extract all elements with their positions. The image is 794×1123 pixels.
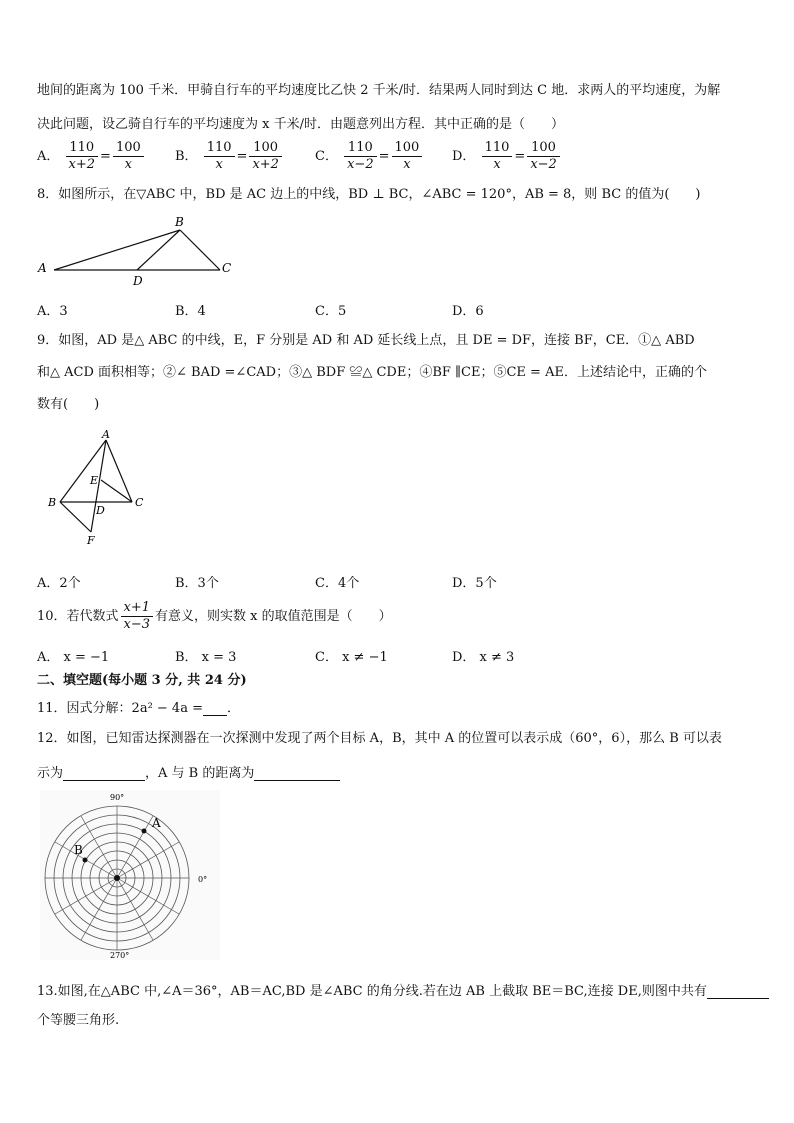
q9-label-f: F (87, 534, 95, 547)
radar-figure (40, 790, 220, 960)
q8-triangle-figure (30, 212, 250, 290)
q13-line1: 13.如图,在△ABC 中,∠A＝36°，AB＝AC,BD 是∠ABC 的角分线.若在边 AB 上截取 BE＝BC,连接 DE,则图中共有 (37, 980, 769, 999)
q7-line2: 决此问题，设乙骑自行车的平均速度为 x 千米/时．由题意列出方程．其中正确的是（ ） (37, 117, 564, 132)
q7-option-a[interactable]: A． $\frac{110}{x+2}$ = $\frac{100}{x}$ (37, 140, 146, 173)
q9-line3: 数有( ) (37, 397, 100, 412)
q13-answer-blank[interactable] (707, 984, 769, 999)
q7-option-c[interactable]: C． $\frac{110}{x-2}$ = $\frac{100}{x}$ (315, 140, 424, 173)
q9-label-e: E (90, 474, 99, 487)
q11-text: 11．因式分解：2a² − 4a = ． (37, 701, 240, 716)
q10-option-c[interactable]: C． x ≠ −1 (315, 650, 388, 665)
q8-option-b[interactable]: B．4 (175, 304, 206, 319)
q8-label-d: D (133, 274, 143, 288)
q8-side-bc (180, 230, 220, 270)
q10-option-d[interactable]: D． x ≠ 3 (452, 650, 515, 665)
q12-line1: 12．如图，已知雷达探测器在一次探测中发现了两个目标 A，B，其中 A 的位置可以表示成（60°，6），那么 B 可以表 (37, 731, 722, 746)
q9-option-d[interactable]: D．5个 (452, 576, 497, 591)
q9-triangle-figure (40, 428, 160, 548)
q9-side-ab (60, 440, 106, 502)
q9-option-b[interactable]: B．3个 (175, 576, 219, 591)
q10-option-b[interactable]: B． x = 3 (175, 650, 237, 665)
radar-label-90: 90° (110, 793, 125, 802)
q11-answer-blank[interactable] (203, 701, 227, 716)
q7-line1: 地间的距离为 100 千米．甲骑自行车的平均速度比乙快 2 千米/时．结果两人同时到达 C 地．求两人的平均速度，为解 (37, 83, 721, 98)
radar-label-b: B (74, 843, 83, 857)
q7-option-b[interactable]: B． $\frac{110}{x}$ = $\frac{100}{x+2}$ (175, 140, 284, 173)
q9-label-b: B (48, 496, 57, 509)
q9-line1: 9．如图，AD 是△ ABC 的中线，E，F 分别是 AD 和 AD 延长线上点，且 DE = DF，连接 BF，CE．①△ ABD (37, 333, 695, 348)
radar-label-270: 270° (110, 951, 130, 960)
q12-answer-blank-1[interactable] (63, 766, 145, 781)
q9-segment-bf (60, 502, 91, 532)
q8-side-ab (54, 230, 180, 270)
q12-answer-blank-2[interactable] (254, 766, 340, 781)
q9-option-c[interactable]: C．4个 (315, 576, 360, 591)
q8-text: 8．如图所示，在▽ABC 中，BD 是 AC 边上的中线，BD ⊥ BC，∠ABC = 120°，AB = 8，则 BC 的值为( ) (37, 187, 701, 202)
q8-option-d[interactable]: D．6 (452, 304, 484, 319)
q9-line2: 和△ ACD 面积相等；②∠ BAD =∠CAD；③△ BDF ≌△ CDE；④BF ∥CE；⑤CE = AE．上述结论中，正确的个 (37, 365, 707, 380)
q10-option-a[interactable]: A． x = −1 (37, 650, 110, 665)
section-2-heading: 二、填空题(每小题 3 分, 共 24 分) (37, 673, 247, 688)
q8-median-bd (137, 230, 180, 270)
q9-label-a: A (102, 428, 110, 441)
q9-option-a[interactable]: A．2个 (37, 576, 81, 591)
q8-option-a[interactable]: A．3 (37, 304, 68, 319)
radar-point-a (142, 829, 147, 834)
q8-option-c[interactable]: C．5 (315, 304, 347, 319)
q9-label-d: D (96, 504, 105, 517)
q13-line2: 个等腰三角形. (37, 1013, 120, 1028)
q9-label-c: C (135, 496, 144, 509)
q8-label-a: A (38, 261, 47, 275)
q10-text: 10．若代数式 $\frac{x+1}{x-3}$ 有意义，则实数 x 的取值范围是（ ） (37, 600, 392, 632)
q8-label-b: B (175, 215, 184, 229)
radar-label-0: 0° (198, 875, 208, 884)
radar-label-a: A (152, 816, 161, 830)
q12-line2: 示为 ，A 与 B 的距离为 (37, 762, 340, 781)
q7-option-d[interactable]: D． $\frac{110}{x}$ = $\frac{100}{x-2}$ (452, 140, 562, 173)
q8-label-c: C (222, 261, 232, 275)
radar-point-b (83, 858, 88, 863)
